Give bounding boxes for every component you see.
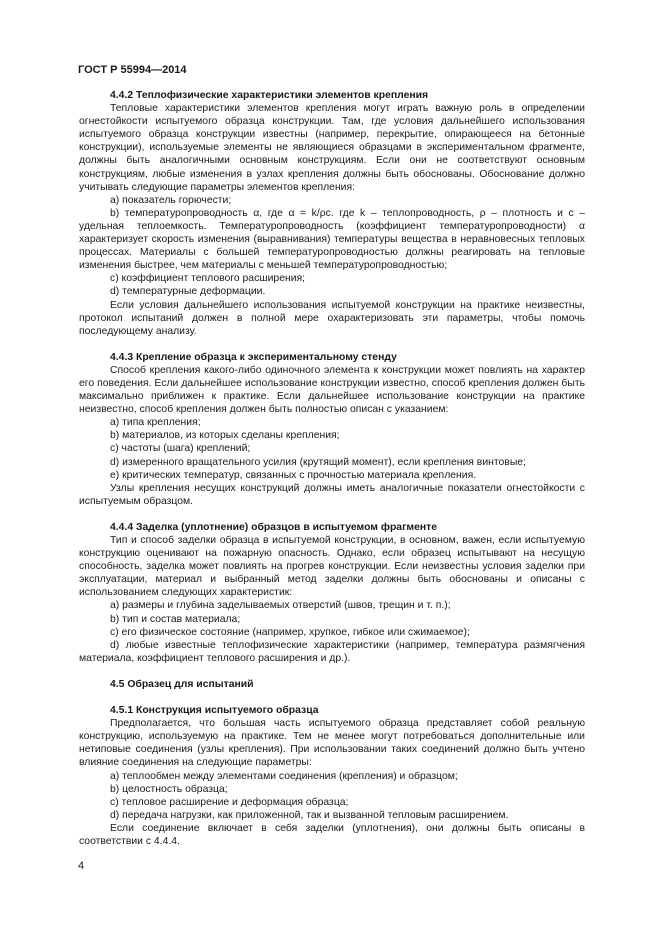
- list-item: b) температуропроводность α, где α = k/ρc. где k – теплопроводность, ρ – плотность и c – удельная теплоемкость. Температуропроводность (коэффициент температуропроводности) α характеризует скорость изменения (выравнивания) температуры вещества в неравновесных тепловых процессах. Материалы с большей температуропроводностью должны реагировать на тепловые изменения быстрее, чем материалы с меньшей температуропроводностью;: [79, 207, 585, 272]
- document-header: ГОСТ Р 55994—2014: [78, 64, 187, 76]
- list-item: a) типа крепления;: [110, 417, 201, 429]
- list-item: b) материалов, из которых сделаны крепления;: [110, 430, 340, 442]
- list-item: c) его физическое состояние (например, хрупкое, гибкое или сжимаемое);: [110, 626, 470, 638]
- section-heading-4-5-1: 4.5.1 Конструкция испытуемого образца: [110, 705, 319, 717]
- section-heading-4-4-2: 4.4.2 Теплофизические характеристики элементов крепления: [110, 90, 429, 101]
- list-item: a) теплообмен между элементами соединения (крепления) и образцом;: [110, 770, 458, 782]
- list-item: c) тепловое расширение и деформация образца;: [110, 796, 349, 808]
- paragraph: Если условия дальнейшего использования испытуемой конструкции на практике неизвестны, протокол испытаний должен в полной мере охарактеризовать эти параметры, чтобы помочь последующему анализу.: [79, 299, 585, 337]
- spacer: [79, 508, 585, 521]
- paragraph: Узлы крепления несущих конструкций должны иметь аналогичные показатели огнестойкости с испытуемым образцом.: [79, 482, 585, 507]
- list-item: c) частоты (шага) креплений;: [110, 443, 251, 455]
- spacer: [79, 665, 585, 678]
- paragraph: Тип и способ заделки образца в испытуемой конструкции, в основном, важен, если испытуемую конструкцию оценивают на пожарную опасность. Однако, если образец испытывают на несущую способность, заделка может повлиять на прогрев конструкции. Если неизвестны условия заделки при эксплуатации, материал и выбранный метод заделки должны быть обоснованы и описаны с использованием следующих характеристик:: [79, 535, 585, 599]
- list-item: a) размеры и глубина заделываемых отверстий (швов, трещин и т. п.);: [110, 600, 451, 612]
- list-item: d) температурные деформации.: [110, 286, 266, 298]
- list-item: a) показатель горючести;: [110, 194, 232, 206]
- list-item: d) любые известные теплофизические характеристики (например, температура размягчения материала, коэффициент теплового расширения и др.).: [79, 639, 585, 664]
- document-body: [79, 89, 585, 848]
- list-item: d) передача нагрузки, как приложенной, так и вызванной тепловым расширением.: [110, 809, 509, 821]
- list-item: e) критических температур, связанных с прочностью материала крепления.: [110, 469, 477, 481]
- spacer: [79, 691, 585, 704]
- section-heading-4-4-3: 4.4.3 Крепление образца к экспериментальному стенду: [110, 351, 397, 363]
- section-heading-4-4-4: 4.4.4 Заделка (уплотнение) образцов в испытуемом фрагменте: [110, 521, 438, 533]
- list-item: b) тип и состав материала;: [110, 613, 241, 625]
- paragraph: Тепловые характеристики элементов крепления могут играть важную роль в определении огнестойкости испытуемого образца конструкции. Там, где условия дальнейшего использования испытуемого образца конструкции известны (например, перекрытие, опирающееся на бетонные конструкции), используемые элементы не являющиеся образцами в экспериментальном фрагменте, должны быть аналогичными основным конструкциям. Если они не соответствуют основным конструкциям, любые изменения в узлах крепления должны быть обоснованы. Обоснование должно учитывать следующие параметры элементов крепления:: [79, 103, 585, 193]
- page-number: 4: [78, 860, 85, 872]
- list-item: c) коэффициент теплового расширения;: [110, 273, 306, 285]
- list-item: b) целостность образца;: [110, 783, 228, 795]
- section-heading-4-5: 4.5 Образец для испытаний: [110, 678, 254, 690]
- paragraph: Предполагается, что большая часть испытуемого образца представляет собой реальную конструкцию, используемую на практике. Тем не менее могут потребоваться дополнительные или нетиповые соединения (узлы крепления). При использовании таких соединений должно быть учтено влияние соединения на следующие параметры:: [79, 718, 585, 769]
- spacer: [79, 338, 585, 351]
- paragraph: Способ крепления какого-либо одиночного элемента к конструкции может повлиять на характер его поведения. Если дальнейшее использование конструкции известно, способ крепления должен быть максимально приближен к практике. Если дальнейшее использование конструкции на практике неизвестно, способ крепления должен быть полностью описан с указанием:: [79, 364, 585, 416]
- list-item: d) измеренного вращательного усилия (крутящий момент), если крепления винтовые;: [110, 456, 526, 468]
- paragraph: Если соединение включает в себя заделки (уплотнения), они должны быть описаны в соответствии с 4.4.4.: [79, 822, 585, 847]
